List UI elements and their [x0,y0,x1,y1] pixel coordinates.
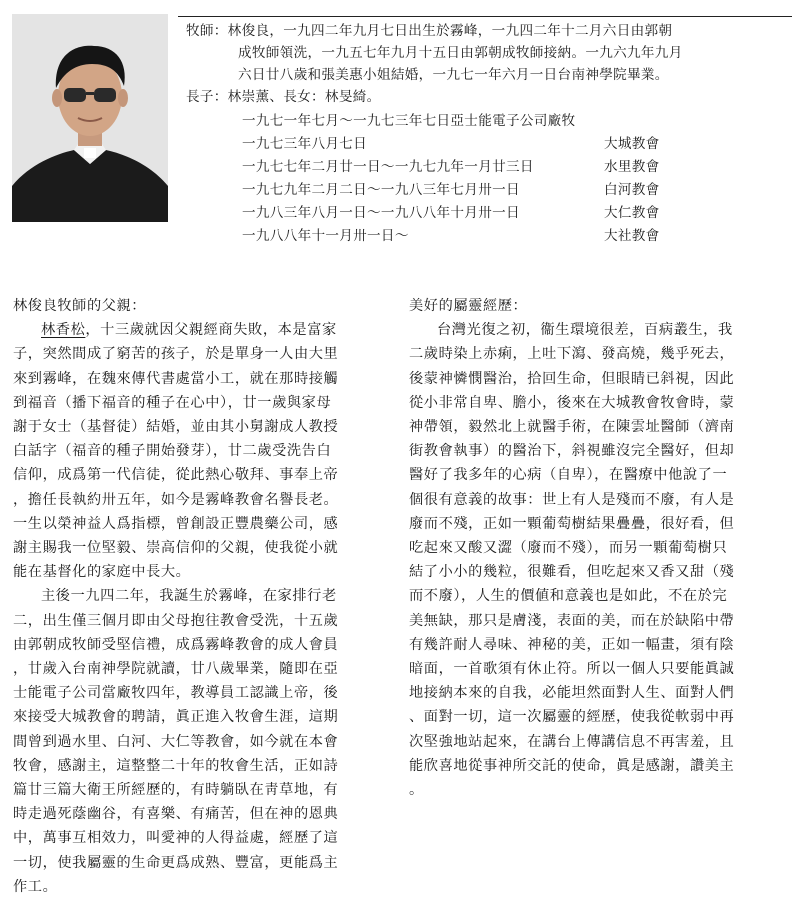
paragraph-line: 主後一九四二年，我誕生於霧峰，在家排行老 [41,588,337,605]
career-church: 白河教會 [604,182,660,198]
career-church: 水里教會 [604,159,660,175]
paragraph-line: ，廿歲入台南神學院就讀，廿八歲畢業，隨即在亞 [13,661,339,678]
paragraph-line: 地接納本來的自我，必能坦然面對人生、面對人們 [409,685,735,702]
paragraph-line: ，擔任長執約卅五年，如今是霧峰教會名譽長老。 [13,491,339,508]
paragraph-line: 作工。 [13,878,58,895]
career-history [242,110,692,248]
career-row [242,202,692,225]
paragraph-line: 由郭朝成牧師受堅信禮，成爲霧峰教會的成人會員 [13,636,339,653]
career-church: 大城教會 [604,136,660,152]
paragraph-line: 醫好了我多年的心病（自卑），在醫療中他說了一 [409,467,728,484]
bio-children: 長子：林崇薰、長女：林旻綺。 [186,89,381,105]
section-heading: 美好的屬靈經歷： [409,298,528,314]
paragraph-line: 暗面，一首歌須有休止符。所以一個人只要能眞誠 [409,661,735,678]
paragraph-line: 子，突然間成了窮苦的孩子，於是單身一人由大里 [13,346,339,363]
paragraph-line: 林香松，十三歲就因父親經商失敗，本是富家 [41,322,337,339]
bio-line: 牧師：林俊良，一九四二年九月七日出生於霧峰，一九四二年十二月六日由郭朝 [186,23,673,39]
paragraph-line: 謝主賜我一位堅毅、崇高信仰的父親，使我從小就 [13,540,339,557]
portrait-illustration [12,14,168,222]
career-row [242,133,692,156]
paragraph-line: 篇廿三篇大衛王所經歷的，有時躺臥在靑草地，有 [13,782,339,799]
paragraph-line: 來接受大城教會的聘請，眞正進入牧會生涯，這期 [13,709,339,726]
pastor-biography [186,20,786,108]
paragraph-line: 吃起來又酸又澀（廢而不殘），而另一顆葡萄樹只 [409,540,728,557]
paragraph-line: 一生以榮神益人爲指標，曾創設正豐農藥公司，感 [13,515,339,532]
pastor-portrait-photo [12,14,168,222]
paragraph-line: 中，萬事互相效力，叫愛神的人得益處，經歷了這 [13,830,339,847]
career-period: 一九七一年七月～一九七三年七日亞士能電子公司廠牧 [242,113,576,129]
paragraph-line: 次堅強地站起來，在講台上傳講信息不再害羞，且 [409,733,735,750]
paragraph-line: 有幾許耐人尋味、神秘的美，正如一幅畫，須有陰 [409,636,735,653]
paragraph-line: 神帶領，毅然北上就醫手術，在陳雲址醫師（濟南 [409,419,735,436]
career-row [242,179,692,202]
paragraph-line: 時走過死蔭幽谷，有喜樂、有痛苦，但在神的恩典 [13,806,339,823]
paragraph-line: 、面對一切，這一次屬靈的經歷，使我從軟弱中再 [409,709,735,726]
paragraph-line: 廢而不殘，正如一顆葡萄樹結果疊疊，很好看，但 [409,515,735,532]
career-period: 一九七七年二月廿一日～一九七九年一月廿三日 [242,159,534,175]
paragraph-line: 信仰，成爲第一代信徒，從此熱心敬拜、事奉上帝 [13,467,339,484]
career-period: 一九七九年二月二日～一九八三年七月卅一日 [242,182,520,198]
paragraph-line: 台灣光復之初，衞生環境很差，百病叢生，我 [437,322,733,339]
bio-line: 六日廿八歲和張美惠小姐結婚，一九七一年六月一日台南神學院畢業。 [238,67,669,83]
paragraph-line: 後蒙神憐憫醫治，拾回生命，但眼睛已斜視，因此 [409,370,735,387]
paragraph-line: 從小非常自卑、膽小，後來在大城教會牧會時，蒙 [409,394,735,411]
career-period: 一九八八年十一月卅一日～ [242,228,409,244]
father-section [13,294,391,899]
father-name: 林香松 [41,322,86,339]
career-row [242,110,692,133]
paragraph-line: 牧會，感謝主，這整整二十年的牧會生活，正如詩 [13,757,339,774]
paragraph-line: 而不廢），人生的價値和意義也是如此，不在於完 [409,588,728,605]
paragraph-line: 二歲時染上赤痢，上吐下瀉、發高燒，幾乎死去， [409,346,735,363]
paragraph-line: 街教會執事）的醫治下，斜視雖沒完全醫好，但却 [409,443,735,460]
paragraph-line: 能在基督化的家庭中長大。 [13,564,191,581]
section-heading: 林俊良牧師的父親： [13,298,147,314]
career-row [242,156,692,179]
paragraph-line: 間曾到過水里、白河、大仁等教會，如今就在本會 [13,733,339,750]
paragraph-line: 一切，使我屬靈的生命更爲成熟、豐富，更能爲主 [13,854,339,871]
paragraph-line: 白話字（福音的種子開始發芽），廿二歲受洗告白 [13,443,332,460]
paragraph-line: 美無缺，那只是膚淺，表面的美，而在於缺陷中帶 [409,612,735,629]
top-divider [178,16,792,17]
paragraph-line: 個很有意義的故事：世上有人是殘而不廢，有人是 [409,491,735,508]
bio-line: 成牧師領洗，一九五七年九月十五日由郭朝成牧師接納。一九六九年九月 [238,45,683,61]
career-church: 大仁教會 [604,205,660,221]
paragraph-line: 士能電子公司當廠牧四年，教導員工認識上帝，後 [13,685,339,702]
paragraph-line: 二，出生僅三個月即由父母抱往教會受洗，十五歲 [13,612,339,629]
spiritual-experience-section [409,294,789,802]
career-row [242,225,692,248]
paragraph-line: 謝于女士（基督徒）結婚，並由其小舅謝成人教授 [13,419,339,436]
career-period: 一九八三年八月一日～一九八八年十月卅一日 [242,205,520,221]
paragraph-line: 能欣喜地從事神所交託的使命，眞是感謝，讚美主 [409,757,735,774]
paragraph-line: 到福音（播下福音的種子在心中），廿一歲與家母 [13,394,332,411]
career-church: 大社教會 [604,228,660,244]
career-period: 一九七三年八月七日 [242,136,368,152]
paragraph-line: 來到霧峰，在魏來傳代書處當小工，就在那時接觸 [13,370,339,387]
paragraph-line: 結了小小的幾粒，很難看，但吃起來又香又甜（殘 [409,564,735,581]
paragraph-line: 。 [409,782,424,799]
